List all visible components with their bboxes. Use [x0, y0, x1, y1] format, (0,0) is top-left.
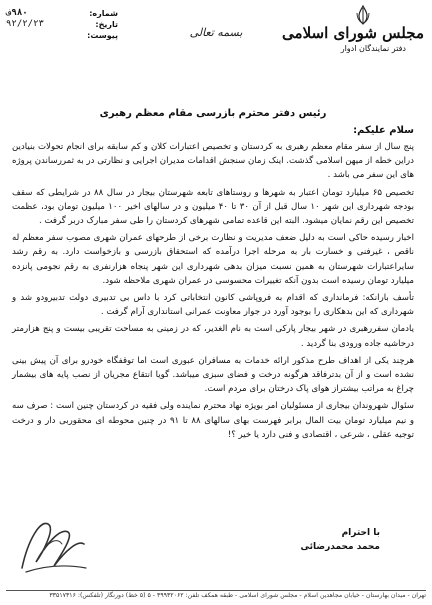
handwritten-signature [14, 510, 94, 580]
paragraph-3: اخبار رسیده حاکی است به دلیل ضعف مدیریت و نظارت برخی از طرحهای عمران شهری مصوب سفر معظم له ناقص ، غیرفنی و خسارت بار به مرحله اجرا درآمده که استحقاق بازرسی و بازخواست دارد. به رقم رشد سایراعتبارات شهرستان به همین نسبت میزان بدهی شهرداری این شهر پنجاه هزارنفری به رقم نجومی پانزده میلیارد تومان رسیده است بدون آنکه تغییرات محسوسی در عمران شهری ملاحظه شود. [12, 233, 414, 286]
letterhead [249, 24, 424, 53]
date-value: ۹۲/۲/۲۳ [6, 19, 44, 29]
letter-number-row [6, 8, 118, 19]
bismillah-calligraphy: بسمه تعالی [189, 26, 243, 39]
footer-divider [6, 590, 426, 591]
letter-body [12, 108, 414, 445]
letterhead-subtitle: دفتر نمایندگان ادوار [340, 44, 406, 53]
letter-footer-address: تهران - میدان بهارستان - خیابان مجاهدین اسلام - مجلس شورای اسلامی - طبقه همکف تلفن: ۳۹۹۳۲۰۶۲ - ۵ (۵ خط) دورنگار (تلفکس): ۳۳۵۱۷۳۱۶ [49, 592, 426, 599]
paragraph-4: تأسف بارانکه: فرمانداری که اقدام به فروپاشی کانون انتخاباتی کرد با داس بی تدبیری دولت تدبیرودو شد و شهرداری که این بدهکاری را بوجود آورد در جوار معاونت عمرانی استانداری آرام گرفت . [12, 293, 414, 318]
letter-attachment-row [6, 30, 118, 41]
number-label: شماره: [89, 9, 118, 18]
closing-regards: با احترام [341, 528, 380, 538]
number-value [6, 8, 28, 19]
number-suffix: ف [6, 8, 12, 18]
letter-recipient: رئیس دفتر محترم بازرسی مقام معظم رهبری [99, 108, 327, 119]
paragraph-1: پنج سال از سفر مقام معظم رهبری به کردستان و تخصیص اعتبارات کلان و کم سابقه برای انجام تحولات بنیادین دراین خطه از میهن اسلامی گذشت. اینک زمان سنجش اقدامات مدیران اجرایی و نظارتی در به ثمررساندن پروژه های این سفر می باشد . [12, 142, 414, 181]
paragraph-5: یادمان سفررهبری در شهر بیجار پارکی است به نام الغدیر، که در زمینی به مساحت تقریبی بیست و پنج هزارمتر درحاشیه جاده ورودی بنا گردید . [12, 324, 414, 349]
date-label: تاریخ: [95, 20, 118, 29]
letterhead-title: مجلس شورای اسلامی [282, 24, 424, 42]
letter-closing [290, 528, 380, 552]
number-digits: ۹۸۰ [11, 8, 28, 18]
letter-greeting: سلام علیکم: [353, 125, 414, 136]
letter-date-row [6, 19, 118, 30]
paragraph-6: هرچند یکی از اهداف طرح مذکور ارائه خدمات به مسافران عبوری است اما توقفگاه خودرو برای آن پیش بینی نشده است و از آن بدترفاقد هرگونه درخت و فضای سبزی میباشد. گویا انتقاع مجریان از نصب پایه های بیشمار چراغ به مراتب بیشتراز هوای پاک درختان برای مردم است. [12, 355, 414, 395]
paragraph-7: سئوال شهروندان بیجاری از مسئولیان امر بویژه نهاد محترم نماینده ولی فقیه در کردستان چنین است : صرف سه و نیم میلیارد تومان بیت المال برابر فهرست بهای سالهای ۸۸ تا ۹۱ در چنین محوطه ای محقوربی دار و درخت توجیه عقلی ، شرعی ، اقتصادی و فنی دارد یا خیر ؟! [12, 401, 414, 440]
signer-name: محمد محمدرضائی [300, 542, 380, 552]
iran-emblem-icon [352, 4, 374, 26]
paragraph-2: تخصیص ۶۵ میلیارد تومان اعتبار به شهرها و روستاهای تابعه شهرستان بیجار در سال ۸۸ در شرایطی که سقف بودجه شهرداری این شهر ۱۰ سال قبل از آن ۳۰ تا ۴۰ میلیون و در سالهای اخیر ۱۰۰ میلیون تومان بود، عظمت تخصیص این رقم نمایان میشود. البته این قاعده تمامی شهرهای کردستان را طی سفر مبارک دربر گرفت . [12, 187, 414, 227]
letter-meta [6, 8, 118, 41]
attachment-label: پیوست: [87, 31, 118, 40]
